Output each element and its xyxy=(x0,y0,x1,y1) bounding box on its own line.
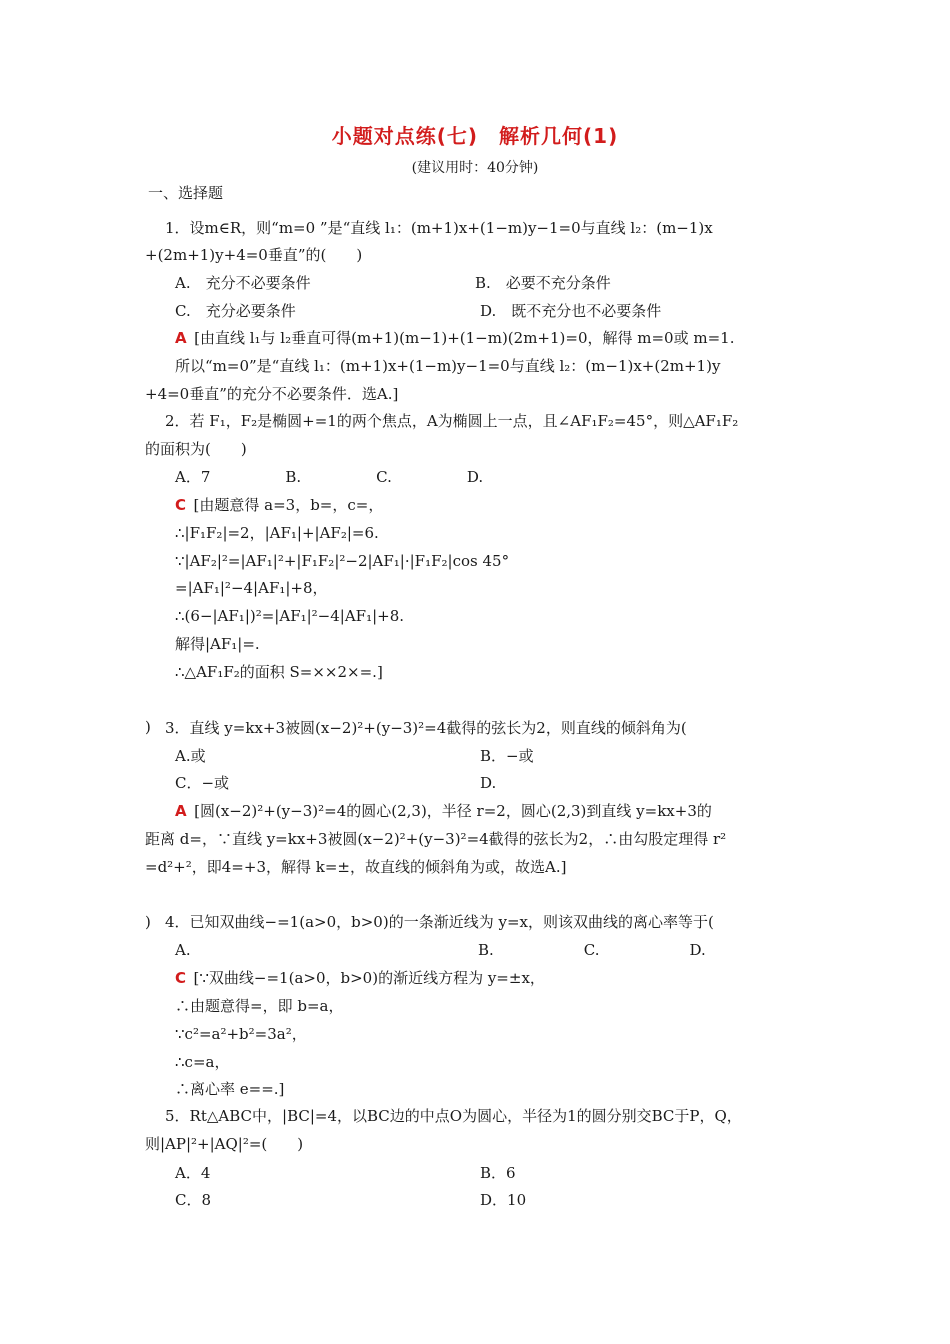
text-line xyxy=(165,218,713,238)
text-line xyxy=(145,245,362,265)
line-text: =|AF₁|²−4|AF₁|+8， xyxy=(175,579,328,597)
page-subtitle: (建议用时：40分钟) xyxy=(411,160,539,176)
text-line xyxy=(145,384,398,404)
text-line xyxy=(475,273,611,293)
text-line xyxy=(145,857,566,877)
text-line xyxy=(480,1163,516,1183)
line-text: 所以“m=0”是“直线 l₁：(m+1)x+(1−m)y−1=0与直线 l₂：(m−1)x+(2m+1)y xyxy=(175,357,721,375)
line-text: A．7 B. C. D. xyxy=(175,468,484,486)
text-line xyxy=(165,912,714,932)
line-text: D. xyxy=(480,774,497,792)
text-line xyxy=(175,551,509,571)
answer-mark: A xyxy=(175,802,187,820)
text-line xyxy=(175,662,383,682)
page-title: 小题对点练(七) 解析几何(1) xyxy=(331,124,619,148)
line-text: 距离 d=，∵直线 y=kx+3被圆(x−2)²+(y−3)²=4截得的弦长为2，∴由勾股定理得 r² xyxy=(145,830,727,848)
line-text: [由题意得 a=3，b=，c=， xyxy=(193,496,384,514)
line-text: [由直线 l₁与 l₂垂直可得(m+1)(m−1)+(1−m)(2m+1)=0，解得 m=0或 m=1. xyxy=(194,329,735,347)
text-line xyxy=(175,996,343,1016)
line-text: A.或 xyxy=(175,747,206,765)
text-line xyxy=(145,1134,303,1154)
text-line xyxy=(175,328,734,348)
text-line xyxy=(175,1190,211,1210)
line-text: =d²+²，即4=+3，解得 k=±，故直线的倾斜角为或，故选A.] xyxy=(145,858,567,876)
line-text: ∴离心率 e==.] xyxy=(175,1080,285,1098)
answer-mark: C xyxy=(175,496,187,514)
text-line xyxy=(175,801,712,821)
text-line xyxy=(165,1106,742,1126)
text-line xyxy=(480,746,534,766)
text-line xyxy=(175,301,296,321)
line-text: +4=0垂直”的充分不必要条件．选A.] xyxy=(145,385,399,403)
line-text: B. 必要不充分条件 xyxy=(475,274,611,292)
line-text: [圆(x−2)²+(y−3)²=4的圆心(2,3)，半径 r=2，圆心(2,3)到直线 y=kx+3的 xyxy=(194,802,712,820)
line-text: A. xyxy=(175,941,191,959)
text-line xyxy=(175,578,328,598)
answer-mark: A xyxy=(175,329,187,347)
line-text: 3．直线 y=kx+3被圆(x−2)²+(y−3)²=4截得的弦长为2，则直线的倾斜角为( xyxy=(165,719,687,737)
text-line xyxy=(175,746,206,766)
line-text: ∴△AF₁F₂的面积 S=××2×=.] xyxy=(175,663,383,681)
text-line xyxy=(175,273,311,293)
text-line xyxy=(175,1079,284,1099)
text-line xyxy=(165,718,687,738)
text-line xyxy=(145,912,151,932)
line-text: A．4 xyxy=(175,1164,211,1182)
text-line xyxy=(175,1163,210,1183)
line-text: A. 充分不必要条件 xyxy=(175,274,311,292)
section-heading: 一、选择题 xyxy=(148,184,224,202)
text-line xyxy=(175,940,191,960)
text-line xyxy=(145,717,151,737)
text-line xyxy=(480,1190,526,1210)
text-line xyxy=(175,634,260,654)
text-line xyxy=(175,467,483,487)
line-text: ∴(6−|AF₁|)²=|AF₁|²−4|AF₁|+8. xyxy=(175,607,405,625)
line-text: D. 既不充分也不必要条件 xyxy=(480,302,662,320)
line-text: ) xyxy=(145,718,151,736)
text-line xyxy=(175,523,379,543)
line-text: B．−或 xyxy=(480,747,534,765)
text-line xyxy=(175,1024,307,1044)
line-text: 1．设m∈R，则“m=0 ”是“直线 l₁：(m+1)x+(1−m)y−1=0与直线 l₂：(m−1)x xyxy=(165,219,713,237)
text-line xyxy=(480,773,496,793)
line-text: D．10 xyxy=(480,1191,527,1209)
text-line xyxy=(165,411,738,431)
text-line xyxy=(478,940,706,960)
line-text: 则|AP|²+|AQ|²=( ) xyxy=(145,1135,304,1153)
line-text: ∵|AF₂|²=|AF₁|²+|F₁F₂|²−2|AF₁|·|F₁F₂|cos 45° xyxy=(175,552,510,570)
line-text: ) xyxy=(145,913,151,931)
line-text: 5．Rt△ABC中，|BC|=4，以BC边的中点O为圆心，半径为1的圆分别交BC于P，Q， xyxy=(165,1107,742,1125)
text-line xyxy=(145,829,726,849)
line-text: ∴由题意得=，即 b=a， xyxy=(175,997,344,1015)
text-line xyxy=(175,606,404,626)
line-text: B．6 xyxy=(480,1164,516,1182)
text-line xyxy=(175,356,720,376)
line-text: B. C. D. xyxy=(478,941,706,959)
text-line xyxy=(175,495,383,515)
text-line xyxy=(175,773,229,793)
line-text: C．8 xyxy=(175,1191,212,1209)
line-text: 解得|AF₁|=. xyxy=(175,635,260,653)
line-text: 4．已知双曲线−=1(a>0，b>0)的一条渐近线为 y=x，则该双曲线的离心率等于( xyxy=(165,913,714,931)
answer-mark: C xyxy=(175,969,187,987)
text-line xyxy=(175,1052,229,1072)
line-text: [∵双曲线−=1(a>0，b>0)的渐近线方程为 y=±x， xyxy=(193,969,545,987)
line-text: 2．若 F₁，F₂是椭圆+=1的两个焦点，A为椭圆上一点，且∠AF₁F₂=45°，则△AF₁F₂ xyxy=(165,412,739,430)
line-text: C. 充分必要条件 xyxy=(175,302,296,320)
text-line xyxy=(175,968,545,988)
line-text: C．−或 xyxy=(175,774,230,792)
line-text: ∵c²=a²+b²=3a²， xyxy=(175,1025,307,1043)
line-text: ∴|F₁F₂|=2，|AF₁|+|AF₂|=6. xyxy=(175,524,379,542)
text-line xyxy=(480,301,661,321)
text-line xyxy=(145,439,247,459)
line-text: ∴c=a， xyxy=(175,1053,230,1071)
line-text: 的面积为( ) xyxy=(145,440,247,458)
line-text: +(2m+1)y+4=0垂直”的( ) xyxy=(145,246,363,264)
